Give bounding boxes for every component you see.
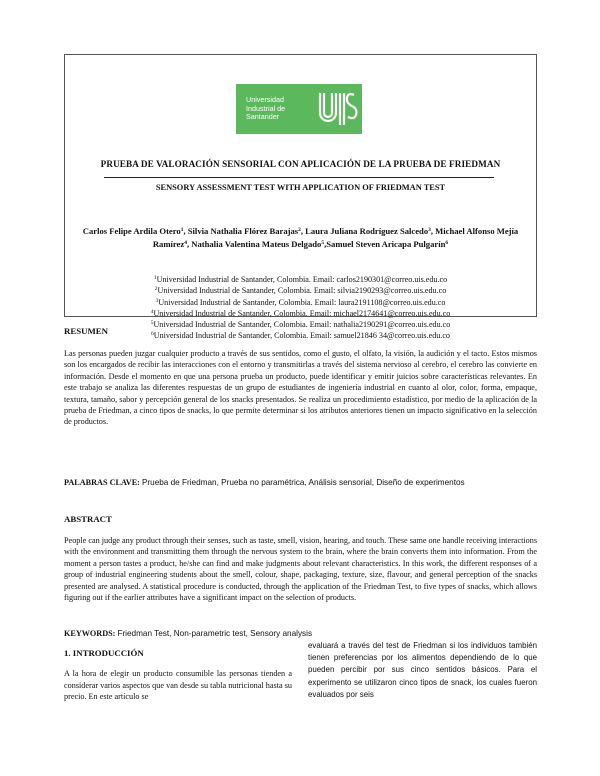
author: Silvia Nathalia Flórez Barajas$^2$, — [187, 226, 306, 236]
affiliation: $^6$Universidad Industrial de Santander, Colombia. Email: samuel21846 34@correo.uis.edu.co — [151, 331, 450, 341]
intro-heading: 1. INTRODUCCIÓN — [64, 648, 144, 658]
keywords-text: Friedman Test, Non-parametric test, Sensory analysis — [117, 629, 313, 638]
paper-title-spanish: PRUEBA DE VALORACIÓN SENSORIAL CON APLICACIÓN DE LA PRUEBA DE FRIEDMAN — [100, 159, 501, 169]
palabras-clave — [64, 478, 465, 487]
affiliation: $^5$Universidad Industrial de Santander, Colombia. Email: nathalia2190291@correo.uis.edu.co — [150, 320, 451, 330]
keywords — [64, 629, 312, 638]
intro-right-column: evaluará a través del test de Friedman si los individuos también tienen preferencias por los alimentos dependiendo de lo que pueden percibir por sus cinco sentidos básicos. Para el experimento se utilizaron cinco tipos de snack, los cuales fueron evaluados por seis — [308, 641, 537, 699]
author-list — [72, 225, 529, 250]
paper-title-english: SENSORY ASSESSMENT TEST WITH APPLICATION OF FRIEDMAN TEST — [155, 183, 446, 192]
keywords-label: KEYWORDS: — [64, 629, 116, 638]
university-logo — [236, 84, 362, 134]
logo-line-1: Universidad — [246, 95, 284, 105]
abstract-body: People can judge any product through their senses, such as taste, smell, vision, hearing, and touch. These same one handle receiving interactions with the environment and transmitting them through the nervous system to the brain, where the brain converts them into information. From the moment a person tastes a product, he/she can find and make judgments about relevant characteristics. In this work, the different responses of a group of industrial engineering students about the smell, colour, shape, packaging, texture, size, flavour, and general perception of the snacks presented are analysed. A statistical procedure is conducted, through the application of the Friedman Test, to five types of snacks, which allows figuring out if the earlier attributes have a significant impact on the selection of products. — [64, 536, 537, 603]
affiliation: $^4$Universidad Industrial de Santander, Colombia. Email: michael2174641@correo.uis.edu.co — [150, 308, 451, 318]
resumen-body: Las personas pueden juzgar cualquier producto a través de sus sentidos, como el gusto, el olfato, la visión, la audición y el tacto. Estos mismos son los encargados de recibir las interacciones con el entorno y transmitirlas a través del sistema nervioso al cerebro, el cerebro las convierte en información. Desde el momento en que una persona prueba un producto, puede identificar y emitir juicios sobre características relevantes. En este trabajo se analiza las diferentes respuestas de un grupo de estudiantes de ingeniería industrial en cuanto al olor, color, forma, empaque, textura, tamaño, sabor y percepción general de los snacks presentados. Se realiza un procedimiento estadístico, por medio de la aplicación de la prueba de Friedman, a cinco tipos de snacks, lo que permite determinar si los atributos anteriores tienen un impacto significativo en la selección de productos. — [64, 349, 537, 427]
author: Samuel Steven Aricapa Pulgarín$^6$ — [326, 238, 449, 249]
uis-logo-mark-icon — [314, 87, 358, 131]
logo-line-3: Santander — [246, 112, 280, 122]
author: Laura Juliana Rodríguez Salcedo$^3$, — [305, 226, 436, 236]
author: Michael Alfonso Mejía Ramírez$^4$, — [152, 226, 519, 249]
abstract-heading: ABSTRACT — [64, 514, 112, 524]
affiliation: $^1$Universidad Industrial de Santander, Colombia. Email: carlos2190301@correo.uis.edu.co — [153, 275, 448, 284]
affiliation: $^3$Universidad Industrial de Santander, Colombia. Email: laura2191108@correo.uis.edu.co — [155, 297, 446, 307]
author: Carlos Felipe Ardila Otero$^1$, — [82, 226, 188, 236]
palabras-clave-label: PALABRAS CLAVE: — [64, 478, 140, 487]
affiliation: $^2$Universidad Industrial de Santander, Colombia. Email: silvia2190293@correo.uis.edu.co — [154, 286, 447, 296]
intro-left-column: A la hora de elegir un producto consumible las personas tienden a considerar varios aspectos que van desde su tabla nutricional hasta su precio. En este artículo se — [64, 669, 292, 702]
author: Nathalia Valentina Mateus Delgado$^5$, — [191, 238, 327, 249]
resumen-heading: RESUMEN — [64, 326, 108, 336]
logo-text — [236, 96, 312, 122]
affiliation-list — [64, 274, 537, 342]
logo-line-2: Industrial de — [246, 103, 286, 113]
title-divider — [104, 177, 494, 178]
palabras-clave-text: Prueba de Friedman, Prueba no paramétrica, Análisis sensorial, Diseño de experimentos — [141, 478, 465, 487]
